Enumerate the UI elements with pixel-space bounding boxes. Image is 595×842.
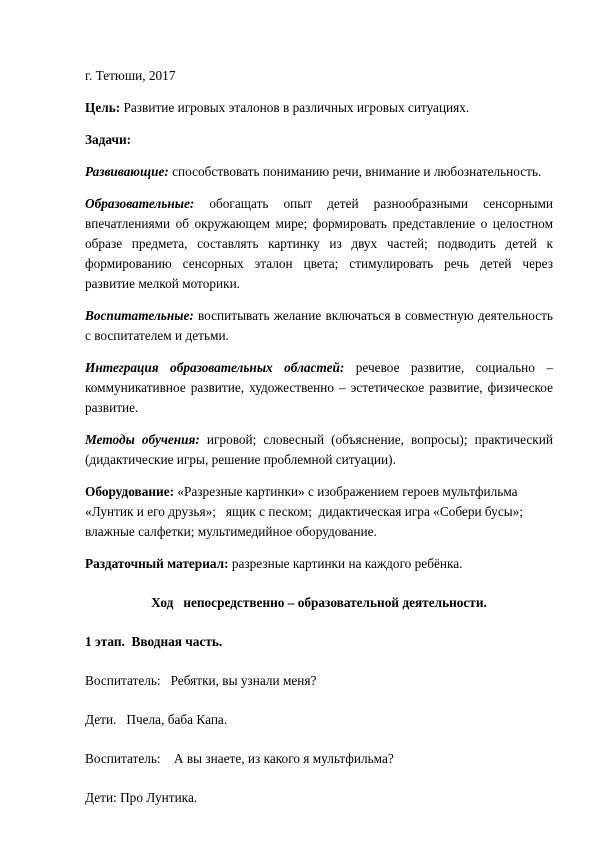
upbringing-label: Воспитательные: [85, 308, 194, 323]
tasks-heading: Задачи: [85, 132, 132, 147]
developing-label: Развивающие: [85, 164, 169, 179]
equipment-label: Оборудование: [85, 484, 175, 499]
goal-label: Цель: [85, 100, 121, 115]
developing-paragraph [85, 162, 553, 182]
dialogue-line: Дети. Пчела, баба Капа. [85, 712, 228, 727]
equipment-line-3: влажные салфетки; мультимедийное оборудование. [85, 524, 377, 539]
equipment-line-2: «Лунтик и его друзья»; ящик с песком; дидактическая игра «Собери бусы»; [85, 504, 524, 519]
dialogue-line: Дети: Про Лунтика. [85, 790, 198, 805]
handout-text: разрезные картинки на каждого ребёнка. [228, 556, 463, 571]
integration-label: Интеграция образовательных областей: [85, 360, 345, 375]
integration-paragraph [85, 358, 553, 418]
place-year: г. Тетюши, 2017 [85, 68, 176, 83]
document-page [85, 66, 553, 808]
stage-1-heading: 1 этап. Вводная часть. [85, 634, 223, 649]
goal-paragraph [85, 98, 553, 118]
handout-paragraph [85, 554, 553, 574]
dialogue-line: Воспитатель: Ребятки, вы узнали меня? [85, 673, 317, 688]
dialogue-line: Воспитатель: А вы знаете, из какого я мультфильма? [85, 751, 394, 766]
integration-text: речевое развитие, социально – коммуникативное развитие, художественно – эстетическое развитие, физическое развитие. [85, 360, 553, 415]
equipment-paragraph [85, 482, 553, 542]
methods-label: Методы обучения: [85, 432, 200, 447]
handout-label: Раздаточный материал: [85, 556, 229, 571]
equipment-line-1 [85, 482, 553, 502]
educational-label: Образовательные: [85, 196, 195, 211]
educational-text: обогащать опыт детей разнообразными сенсорными впечатлениями об окружающем мире; формировать представление о целостном образе предмета, составлять картинку из двух частей; подводить детей к формированию сенсорных эталон цвета; стимулировать речь детей через развитие мелкой моторики. [85, 196, 553, 291]
goal-text: Развитие игровых эталонов в различных игровых ситуациях. [120, 100, 470, 115]
upbringing-paragraph [85, 306, 553, 346]
course-heading: Ход непосредственно – образовательной деятельности. [151, 595, 487, 610]
methods-text: игровой; словесный (объяснение, вопросы); практический (дидактические игры, решение проблемной ситуации). [85, 432, 553, 467]
methods-paragraph [85, 430, 553, 470]
developing-text: способствовать пониманию речи, внимание и любознательность. [168, 164, 542, 179]
educational-paragraph [85, 194, 553, 294]
upbringing-text: воспитывать желание включаться в совместную деятельность с воспитателем и детьми. [85, 308, 553, 343]
equipment-text-1: «Разрезные картинки» с изображением героев мультфильма [174, 484, 518, 499]
